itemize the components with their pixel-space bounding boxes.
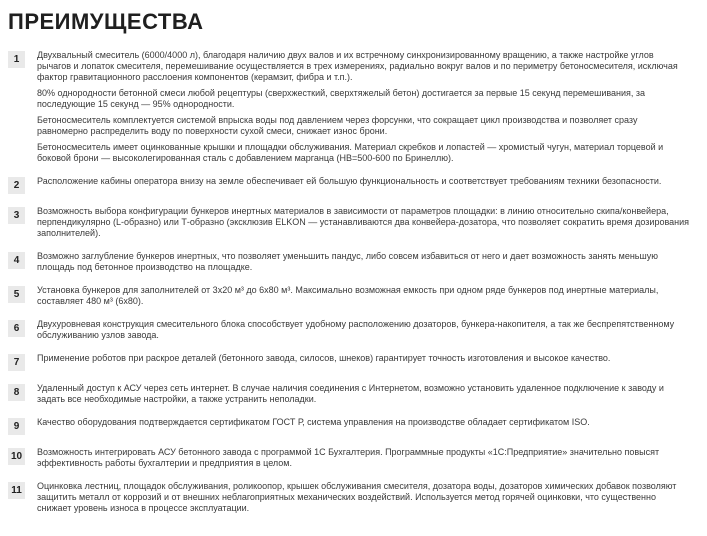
- list-item: [8, 176, 701, 194]
- item-text-block: [37, 481, 692, 514]
- item-text-block: [37, 417, 692, 428]
- item-number-badge: 8: [8, 384, 25, 401]
- list-item: [8, 481, 701, 514]
- item-number-badge: 6: [8, 320, 25, 337]
- list-item: [8, 206, 701, 239]
- item-text-block: [37, 50, 692, 164]
- list-item: [8, 353, 701, 371]
- item-paragraph: Бетоносмеситель имеет оцинкованные крышки и площадки обслуживания. Материал скребков и лопастей — хромистый чугун, материал торцевой и боковой брони — высоколегированная сталь с добавлением марганца (HB=500-600 по Бринеллю).: [37, 142, 664, 163]
- item-text-block: [37, 447, 692, 469]
- list-item: [8, 417, 701, 435]
- item-number-badge: 5: [8, 286, 25, 303]
- list-item: [8, 285, 701, 307]
- item-paragraph: Возможно заглубление бункеров инертных, что позволяет уменьшить пандус, либо совсем избавиться от него и дает возможность занять меньшую площадь под бетонное производство на площадке.: [37, 251, 658, 272]
- item-paragraph: Качество оборудования подтверждается сертификатом ГОСТ Р, система управления на производстве обладает сертификатом ISO.: [37, 417, 590, 427]
- item-text-block: [37, 285, 692, 307]
- item-text-block: [37, 206, 692, 239]
- item-paragraph: Удаленный доступ к АСУ через сеть интернет. В случае наличия соединения с Интернетом, возможно установить удаленное подключение к заводу и задать все необходимые настройки, а также устранить неполадки.: [37, 383, 664, 404]
- item-text-block: [37, 251, 692, 273]
- page-title: ПРЕИМУЩЕСТВА: [8, 9, 204, 34]
- list-item: [8, 50, 701, 164]
- item-paragraph: 80% однородности бетонной смеси любой рецептуры (сверхжесткий, сверхтяжелый бетон) достигается за первые 15 секунд перемешивания, за последующие 15 секунд — 95% однородности.: [37, 88, 646, 109]
- item-number-badge: 9: [8, 418, 25, 435]
- item-text-block: [37, 319, 692, 341]
- list-item: [8, 447, 701, 469]
- item-paragraph: Возможность интегрировать АСУ бетонного завода с программой 1С Бухгалтерия. Программные продукты «1С:Предприятие» значительно повысят эффективность работы бухгалтерии и предприятия в целом.: [37, 447, 660, 468]
- item-number-badge: 7: [8, 354, 25, 371]
- item-text-block: [37, 383, 692, 405]
- item-paragraph: Двухвальный смеситель (6000/4000 л), благодаря наличию двух валов и их встречному синхронизированному вращению, а также настройке углов рычагов и лопаток смесителя, перемешивание осуществляется в трех измерениях, радиально вокруг валов и по периметру бетоносмесителя, исключая фактор гравитационного расслоения компонентов (керамзит, фибра и т.п.).: [37, 50, 678, 82]
- item-text-block: [37, 353, 692, 364]
- item-number-badge: 4: [8, 252, 25, 269]
- item-number-badge: 2: [8, 177, 25, 194]
- list-item: [8, 251, 701, 273]
- item-number-badge: 3: [8, 207, 25, 224]
- advantages-list: [8, 50, 701, 514]
- list-item: [8, 383, 701, 405]
- list-item: [8, 319, 701, 341]
- item-number-badge: 11: [8, 482, 25, 499]
- item-paragraph: Оцинковка лестниц, площадок обслуживания, роликоопор, крышек обслуживания смесителя, дозатора воды, дозаторов химических добавок позволяют защитить металл от коррозий и от внешних неблагоприятных механических воздействий. Используется метод горячей оцинковки, что существенно снижает уровень износа в процессе эксплуатации.: [37, 481, 677, 513]
- item-text-block: [37, 176, 692, 187]
- item-paragraph: Установка бункеров для заполнителей от 3х20 м³ до 6х80 м³. Максимально возможная емкость при одном ряде бункеров под инертные материалы, составляет 480 м³ (6х80).: [37, 285, 659, 306]
- item-number-badge: 10: [8, 448, 25, 465]
- item-paragraph: Двухуровневая конструкция смесительного блока способствует удобному расположению дозаторов, бункера-накопителя, а так же беспрепятственному обслуживанию узлов завода.: [37, 319, 675, 340]
- item-number-badge: 1: [8, 51, 25, 68]
- item-paragraph: Возможность выбора конфигурации бункеров инертных материалов в зависимости от параметров площадки: в линию относительно скипа/конвейера, перпендикулярно (L-образно) или Т-образно (эксклюзив ELKON — устанавливаются два конвейера-дозатора, что позволяет сократить время дозирования заполнителей).: [37, 206, 690, 238]
- item-paragraph: Бетоносмеситель комплектуется системой впрыска воды под давлением через форсунки, что сокращает цикл производства и позволяет сразу равномерно распределить воду по поверхности сухой смеси, снижает износ брони.: [37, 115, 638, 136]
- item-paragraph: Расположение кабины оператора внизу на земле обеспечивает ей большую функциональность и соответствует требованиям техники безопасности.: [37, 176, 662, 186]
- item-paragraph: Применение роботов при раскрое деталей (бетонного завода, силосов, шнеков) гарантирует точность изготовления и высокое качество.: [37, 353, 611, 363]
